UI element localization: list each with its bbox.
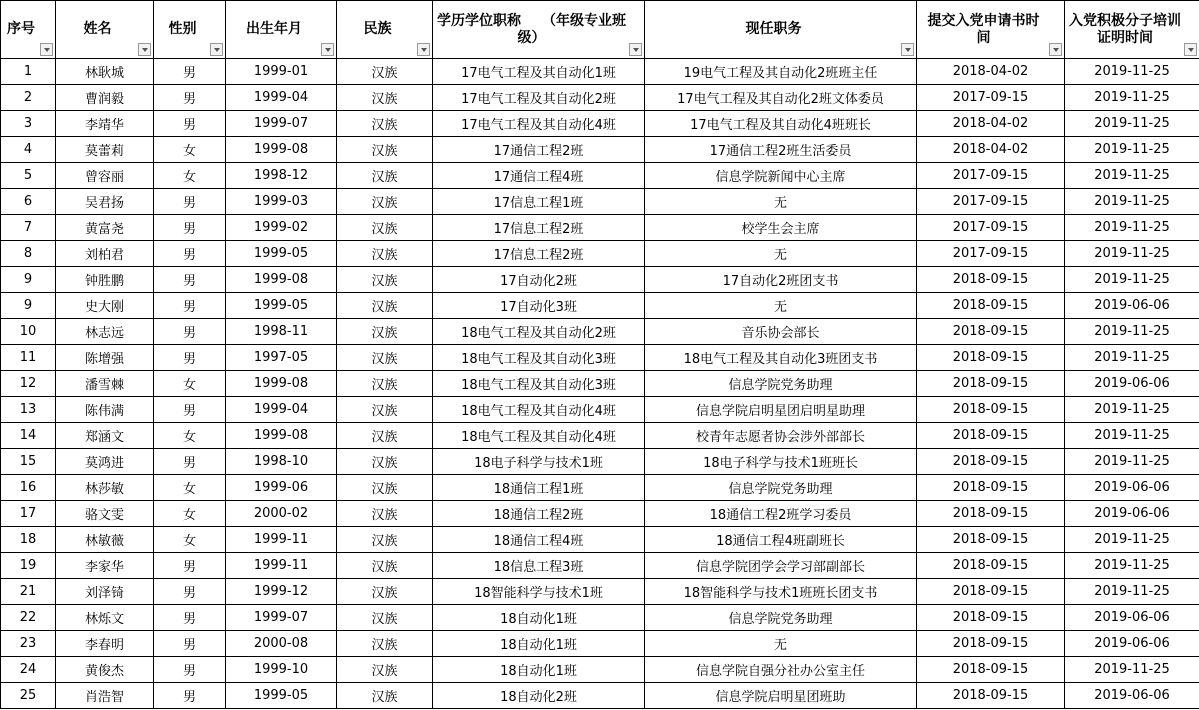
col-training-date-cell[interactable]: 2019-11-25 bbox=[1065, 241, 1199, 267]
col-application-date-cell[interactable]: 2018-09-15 bbox=[917, 657, 1065, 683]
col-index-cell[interactable]: 4 bbox=[1, 137, 56, 163]
table-row bbox=[1, 267, 1199, 293]
col-application-date-cell[interactable]: 2017-09-15 bbox=[917, 215, 1065, 241]
col-training-date-cell[interactable]: 2019-11-25 bbox=[1065, 111, 1199, 137]
col-birth-cell[interactable]: 1999-08 bbox=[226, 267, 337, 293]
col-class-cell[interactable]: 17通信工程4班 bbox=[433, 163, 645, 189]
col-name-cell[interactable]: 骆文雯 bbox=[56, 501, 154, 527]
col-position-cell[interactable]: 无 bbox=[645, 293, 917, 319]
col-ethnicity-cell[interactable]: 汉族 bbox=[337, 59, 433, 85]
col-ethnicity-cell[interactable]: 汉族 bbox=[337, 345, 433, 371]
col-class-cell[interactable]: 18信息工程3班 bbox=[433, 553, 645, 579]
col-name-cell[interactable]: 郑涵文 bbox=[56, 423, 154, 449]
col-ethnicity-cell[interactable]: 汉族 bbox=[337, 423, 433, 449]
col-ethnicity-cell[interactable]: 汉族 bbox=[337, 189, 433, 215]
table-row bbox=[1, 111, 1199, 137]
col-birth-cell[interactable]: 2000-02 bbox=[226, 501, 337, 527]
col-gender-cell[interactable]: 男 bbox=[154, 605, 226, 631]
filter-dropdown-icon[interactable] bbox=[901, 43, 914, 56]
col-application-date-cell[interactable]: 2018-09-15 bbox=[917, 293, 1065, 319]
table-row bbox=[1, 475, 1199, 501]
table-row bbox=[1, 605, 1199, 631]
table-row bbox=[1, 137, 1199, 163]
col-name-cell[interactable]: 林耿城 bbox=[56, 59, 154, 85]
col-ethnicity-cell[interactable]: 汉族 bbox=[337, 163, 433, 189]
col-ethnicity-cell[interactable]: 汉族 bbox=[337, 501, 433, 527]
col-index-cell[interactable]: 25 bbox=[1, 683, 56, 709]
col-birth-cell[interactable]: 1999-04 bbox=[226, 397, 337, 423]
col-class-cell[interactable]: 17信息工程2班 bbox=[433, 241, 645, 267]
col-name-cell[interactable]: 刘泽锜 bbox=[56, 579, 154, 605]
col-application-date-cell[interactable]: 2018-09-15 bbox=[917, 527, 1065, 553]
col-application-date-cell[interactable]: 2018-09-15 bbox=[917, 605, 1065, 631]
col-ethnicity-cell[interactable]: 汉族 bbox=[337, 371, 433, 397]
col-name-cell[interactable]: 林烁文 bbox=[56, 605, 154, 631]
col-class-cell[interactable]: 18通信工程1班 bbox=[433, 475, 645, 501]
col-gender-cell[interactable]: 男 bbox=[154, 657, 226, 683]
col-birth-cell[interactable]: 1999-07 bbox=[226, 111, 337, 137]
col-birth-cell[interactable]: 2000-08 bbox=[226, 631, 337, 657]
table-row bbox=[1, 163, 1199, 189]
col-position-cell[interactable]: 信息学院新闻中心主席 bbox=[645, 163, 917, 189]
header-col-ethnicity bbox=[337, 1, 433, 59]
table-row bbox=[1, 319, 1199, 345]
col-index-cell[interactable]: 19 bbox=[1, 553, 56, 579]
col-name-cell[interactable]: 李春明 bbox=[56, 631, 154, 657]
col-birth-cell[interactable]: 1999-05 bbox=[226, 683, 337, 709]
col-name-cell[interactable]: 肖浩智 bbox=[56, 683, 154, 709]
col-class-cell[interactable]: 17通信工程2班 bbox=[433, 137, 645, 163]
col-name-cell[interactable]: 曹润毅 bbox=[56, 85, 154, 111]
filter-dropdown-icon[interactable] bbox=[629, 43, 642, 56]
col-name-cell[interactable]: 史大刚 bbox=[56, 293, 154, 319]
col-name-cell[interactable]: 曾容丽 bbox=[56, 163, 154, 189]
col-gender-cell[interactable]: 男 bbox=[154, 631, 226, 657]
table-row bbox=[1, 683, 1199, 709]
header-label: 性别 bbox=[168, 21, 197, 37]
col-index-cell[interactable]: 3 bbox=[1, 111, 56, 137]
col-index-cell[interactable]: 13 bbox=[1, 397, 56, 423]
header-label: 民族 bbox=[363, 21, 392, 37]
col-training-date-cell[interactable]: 2019-06-06 bbox=[1065, 475, 1199, 501]
header-col-name bbox=[56, 1, 154, 59]
col-ethnicity-cell[interactable]: 汉族 bbox=[337, 657, 433, 683]
col-birth-cell[interactable]: 1999-08 bbox=[226, 137, 337, 163]
col-application-date-cell[interactable]: 2018-09-15 bbox=[917, 501, 1065, 527]
col-index-cell[interactable]: 1 bbox=[1, 59, 56, 85]
col-training-date-cell[interactable]: 2019-11-25 bbox=[1065, 423, 1199, 449]
col-position-cell[interactable]: 18通信工程4班副班长 bbox=[645, 527, 917, 553]
col-birth-cell[interactable]: 1998-10 bbox=[226, 449, 337, 475]
col-class-cell[interactable]: 17电气工程及其自动化2班 bbox=[433, 85, 645, 111]
col-name-cell[interactable]: 林志远 bbox=[56, 319, 154, 345]
col-position-cell[interactable]: 信息学院启明星团班助 bbox=[645, 683, 917, 709]
col-gender-cell[interactable]: 男 bbox=[154, 111, 226, 137]
col-training-date-cell[interactable]: 2019-11-25 bbox=[1065, 163, 1199, 189]
header-label: 姓名 bbox=[83, 21, 112, 37]
header-row bbox=[1, 1, 1199, 59]
col-name-cell[interactable]: 李靖华 bbox=[56, 111, 154, 137]
col-position-cell[interactable]: 校学生会主席 bbox=[645, 215, 917, 241]
col-gender-cell[interactable]: 男 bbox=[154, 267, 226, 293]
col-index-cell[interactable]: 9 bbox=[1, 293, 56, 319]
col-gender-cell[interactable]: 男 bbox=[154, 345, 226, 371]
col-ethnicity-cell[interactable]: 汉族 bbox=[337, 241, 433, 267]
col-gender-cell[interactable]: 女 bbox=[154, 137, 226, 163]
col-ethnicity-cell[interactable]: 汉族 bbox=[337, 579, 433, 605]
header-label: 现任职务 bbox=[745, 21, 802, 37]
col-gender-cell[interactable]: 男 bbox=[154, 579, 226, 605]
col-position-cell[interactable]: 信息学院启明星团启明星助理 bbox=[645, 397, 917, 423]
col-name-cell[interactable]: 陈增强 bbox=[56, 345, 154, 371]
col-position-cell[interactable]: 音乐协会部长 bbox=[645, 319, 917, 345]
col-application-date-cell[interactable]: 2018-09-15 bbox=[917, 449, 1065, 475]
col-birth-cell[interactable]: 1999-05 bbox=[226, 293, 337, 319]
table-row bbox=[1, 423, 1199, 449]
col-application-date-cell[interactable]: 2017-09-15 bbox=[917, 163, 1065, 189]
col-index-cell[interactable]: 10 bbox=[1, 319, 56, 345]
col-application-date-cell[interactable]: 2018-09-15 bbox=[917, 371, 1065, 397]
filter-dropdown-icon[interactable] bbox=[1184, 43, 1197, 56]
col-position-cell[interactable]: 信息学院党务助理 bbox=[645, 371, 917, 397]
col-gender-cell[interactable]: 男 bbox=[154, 215, 226, 241]
col-training-date-cell[interactable]: 2019-06-06 bbox=[1065, 371, 1199, 397]
col-birth-cell[interactable]: 1999-01 bbox=[226, 59, 337, 85]
col-index-cell[interactable]: 23 bbox=[1, 631, 56, 657]
col-application-date-cell[interactable]: 2018-09-15 bbox=[917, 345, 1065, 371]
col-training-date-cell[interactable]: 2019-06-06 bbox=[1065, 683, 1199, 709]
col-gender-cell[interactable]: 男 bbox=[154, 293, 226, 319]
col-training-date-cell[interactable]: 2019-11-25 bbox=[1065, 85, 1199, 111]
table-row bbox=[1, 631, 1199, 657]
table-row bbox=[1, 189, 1199, 215]
col-training-date-cell[interactable]: 2019-11-25 bbox=[1065, 59, 1199, 85]
col-name-cell[interactable]: 林莎敏 bbox=[56, 475, 154, 501]
col-position-cell[interactable]: 无 bbox=[645, 241, 917, 267]
col-birth-cell[interactable]: 1999-03 bbox=[226, 189, 337, 215]
col-ethnicity-cell[interactable]: 汉族 bbox=[337, 215, 433, 241]
col-application-date-cell[interactable]: 2018-09-15 bbox=[917, 683, 1065, 709]
col-birth-cell[interactable]: 1999-06 bbox=[226, 475, 337, 501]
col-index-cell[interactable]: 11 bbox=[1, 345, 56, 371]
header-col-position bbox=[645, 1, 917, 59]
col-gender-cell[interactable]: 女 bbox=[154, 501, 226, 527]
col-position-cell[interactable]: 无 bbox=[645, 631, 917, 657]
col-position-cell[interactable]: 17通信工程2班生活委员 bbox=[645, 137, 917, 163]
col-birth-cell[interactable]: 1999-02 bbox=[226, 215, 337, 241]
col-class-cell[interactable]: 18电气工程及其自动化3班 bbox=[433, 345, 645, 371]
col-application-date-cell[interactable]: 2018-09-15 bbox=[917, 631, 1065, 657]
col-ethnicity-cell[interactable]: 汉族 bbox=[337, 111, 433, 137]
col-training-date-cell[interactable]: 2019-11-25 bbox=[1065, 345, 1199, 371]
col-position-cell[interactable]: 18智能科学与技术1班班长团支书 bbox=[645, 579, 917, 605]
col-application-date-cell[interactable]: 2018-09-15 bbox=[917, 423, 1065, 449]
header-col-application-date bbox=[917, 1, 1065, 59]
col-index-cell[interactable]: 9 bbox=[1, 267, 56, 293]
col-position-cell[interactable]: 17电气工程及其自动化2班文体委员 bbox=[645, 85, 917, 111]
col-birth-cell[interactable]: 1999-08 bbox=[226, 371, 337, 397]
table-row bbox=[1, 501, 1199, 527]
col-class-cell[interactable]: 18电气工程及其自动化4班 bbox=[433, 423, 645, 449]
col-ethnicity-cell[interactable]: 汉族 bbox=[337, 267, 433, 293]
col-index-cell[interactable]: 21 bbox=[1, 579, 56, 605]
col-index-cell[interactable]: 22 bbox=[1, 605, 56, 631]
col-training-date-cell[interactable]: 2019-11-25 bbox=[1065, 527, 1199, 553]
filter-dropdown-icon[interactable] bbox=[417, 43, 430, 56]
col-class-cell[interactable]: 18自动化1班 bbox=[433, 631, 645, 657]
col-class-cell[interactable]: 18电气工程及其自动化2班 bbox=[433, 319, 645, 345]
col-birth-cell[interactable]: 1999-08 bbox=[226, 423, 337, 449]
table-row bbox=[1, 59, 1199, 85]
col-birth-cell[interactable]: 1999-07 bbox=[226, 605, 337, 631]
col-application-date-cell[interactable]: 2018-09-15 bbox=[917, 475, 1065, 501]
table-row bbox=[1, 449, 1199, 475]
col-position-cell[interactable]: 18电气工程及其自动化3班团支书 bbox=[645, 345, 917, 371]
filter-dropdown-icon[interactable] bbox=[321, 43, 334, 56]
col-index-cell[interactable]: 24 bbox=[1, 657, 56, 683]
col-index-cell[interactable]: 12 bbox=[1, 371, 56, 397]
col-training-date-cell[interactable]: 2019-11-25 bbox=[1065, 449, 1199, 475]
col-ethnicity-cell[interactable]: 汉族 bbox=[337, 293, 433, 319]
col-birth-cell[interactable]: 1997-05 bbox=[226, 345, 337, 371]
col-gender-cell[interactable]: 女 bbox=[154, 163, 226, 189]
col-application-date-cell[interactable]: 2017-09-15 bbox=[917, 85, 1065, 111]
col-name-cell[interactable]: 莫蕾莉 bbox=[56, 137, 154, 163]
table-row bbox=[1, 215, 1199, 241]
col-position-cell[interactable]: 19电气工程及其自动化2班班主任 bbox=[645, 59, 917, 85]
col-birth-cell[interactable]: 1999-10 bbox=[226, 657, 337, 683]
col-training-date-cell[interactable]: 2019-06-06 bbox=[1065, 501, 1199, 527]
col-application-date-cell[interactable]: 2018-04-02 bbox=[917, 111, 1065, 137]
col-application-date-cell[interactable]: 2017-09-15 bbox=[917, 189, 1065, 215]
table-row bbox=[1, 241, 1199, 267]
col-gender-cell[interactable]: 男 bbox=[154, 59, 226, 85]
col-index-cell[interactable]: 18 bbox=[1, 527, 56, 553]
col-training-date-cell[interactable]: 2019-11-25 bbox=[1065, 319, 1199, 345]
col-application-date-cell[interactable]: 2018-09-15 bbox=[917, 553, 1065, 579]
col-application-date-cell[interactable]: 2018-09-15 bbox=[917, 579, 1065, 605]
col-training-date-cell[interactable]: 2019-06-06 bbox=[1065, 605, 1199, 631]
filter-dropdown-icon[interactable] bbox=[1049, 43, 1062, 56]
col-index-cell[interactable]: 16 bbox=[1, 475, 56, 501]
col-position-cell[interactable]: 17自动化2班团支书 bbox=[645, 267, 917, 293]
col-ethnicity-cell[interactable]: 汉族 bbox=[337, 631, 433, 657]
col-birth-cell[interactable]: 1999-04 bbox=[226, 85, 337, 111]
col-ethnicity-cell[interactable]: 汉族 bbox=[337, 683, 433, 709]
col-position-cell[interactable]: 信息学院团学会学习部副部长 bbox=[645, 553, 917, 579]
col-name-cell[interactable]: 吴君扬 bbox=[56, 189, 154, 215]
col-index-cell[interactable]: 14 bbox=[1, 423, 56, 449]
col-gender-cell[interactable]: 男 bbox=[154, 449, 226, 475]
col-application-date-cell[interactable]: 2018-04-02 bbox=[917, 59, 1065, 85]
col-gender-cell[interactable]: 女 bbox=[154, 527, 226, 553]
col-position-cell[interactable]: 信息学院自强分社办公室主任 bbox=[645, 657, 917, 683]
col-birth-cell[interactable]: 1999-05 bbox=[226, 241, 337, 267]
col-index-cell[interactable]: 8 bbox=[1, 241, 56, 267]
header-col-index bbox=[1, 1, 56, 59]
col-name-cell[interactable]: 潘雪棘 bbox=[56, 371, 154, 397]
col-training-date-cell[interactable]: 2019-11-25 bbox=[1065, 553, 1199, 579]
col-ethnicity-cell[interactable]: 汉族 bbox=[337, 319, 433, 345]
col-position-cell[interactable]: 信息学院党务助理 bbox=[645, 605, 917, 631]
col-birth-cell[interactable]: 1999-12 bbox=[226, 579, 337, 605]
col-class-cell[interactable]: 17信息工程2班 bbox=[433, 215, 645, 241]
col-class-cell[interactable]: 18电气工程及其自动化4班 bbox=[433, 397, 645, 423]
col-application-date-cell[interactable]: 2017-09-15 bbox=[917, 241, 1065, 267]
header-col-training-date bbox=[1065, 1, 1199, 59]
col-training-date-cell[interactable]: 2019-11-25 bbox=[1065, 137, 1199, 163]
col-ethnicity-cell[interactable]: 汉族 bbox=[337, 85, 433, 111]
col-position-cell[interactable]: 信息学院党务助理 bbox=[645, 475, 917, 501]
col-class-cell[interactable]: 18电气工程及其自动化3班 bbox=[433, 371, 645, 397]
col-ethnicity-cell[interactable]: 汉族 bbox=[337, 475, 433, 501]
col-class-cell[interactable]: 17自动化3班 bbox=[433, 293, 645, 319]
col-position-cell[interactable]: 17电气工程及其自动化4班班长 bbox=[645, 111, 917, 137]
header-label: 学历学位职称 （年级专业班级） bbox=[437, 12, 626, 46]
header-label: 入党积极分子培训证明时间 bbox=[1069, 12, 1181, 46]
col-training-date-cell[interactable]: 2019-11-25 bbox=[1065, 267, 1199, 293]
col-ethnicity-cell[interactable]: 汉族 bbox=[337, 527, 433, 553]
col-gender-cell[interactable]: 男 bbox=[154, 241, 226, 267]
col-name-cell[interactable]: 陈伟满 bbox=[56, 397, 154, 423]
col-training-date-cell[interactable]: 2019-11-25 bbox=[1065, 657, 1199, 683]
table-row bbox=[1, 371, 1199, 397]
header-col-birth bbox=[226, 1, 337, 59]
filter-dropdown-icon[interactable] bbox=[210, 43, 223, 56]
col-gender-cell[interactable]: 女 bbox=[154, 423, 226, 449]
col-ethnicity-cell[interactable]: 汉族 bbox=[337, 553, 433, 579]
table-row bbox=[1, 527, 1199, 553]
col-birth-cell[interactable]: 1998-11 bbox=[226, 319, 337, 345]
col-gender-cell[interactable]: 男 bbox=[154, 553, 226, 579]
col-ethnicity-cell[interactable]: 汉族 bbox=[337, 137, 433, 163]
col-training-date-cell[interactable]: 2019-11-25 bbox=[1065, 189, 1199, 215]
col-class-cell[interactable]: 18自动化1班 bbox=[433, 657, 645, 683]
col-birth-cell[interactable]: 1998-12 bbox=[226, 163, 337, 189]
col-training-date-cell[interactable]: 2019-11-25 bbox=[1065, 579, 1199, 605]
col-class-cell[interactable]: 18通信工程2班 bbox=[433, 501, 645, 527]
col-application-date-cell[interactable]: 2018-09-15 bbox=[917, 267, 1065, 293]
header-col-gender bbox=[154, 1, 226, 59]
col-training-date-cell[interactable]: 2019-11-25 bbox=[1065, 215, 1199, 241]
header-label: 序号 bbox=[7, 21, 35, 37]
col-application-date-cell[interactable]: 2018-09-15 bbox=[917, 319, 1065, 345]
table-row bbox=[1, 579, 1199, 605]
col-application-date-cell[interactable]: 2018-09-15 bbox=[917, 397, 1065, 423]
col-class-cell[interactable]: 17信息工程1班 bbox=[433, 189, 645, 215]
col-training-date-cell[interactable]: 2019-06-06 bbox=[1065, 293, 1199, 319]
col-index-cell[interactable]: 2 bbox=[1, 85, 56, 111]
col-class-cell[interactable]: 18智能科学与技术1班 bbox=[433, 579, 645, 605]
col-index-cell[interactable]: 6 bbox=[1, 189, 56, 215]
col-gender-cell[interactable]: 女 bbox=[154, 371, 226, 397]
col-gender-cell[interactable]: 男 bbox=[154, 397, 226, 423]
col-ethnicity-cell[interactable]: 汉族 bbox=[337, 449, 433, 475]
col-position-cell[interactable]: 校青年志愿者协会涉外部部长 bbox=[645, 423, 917, 449]
col-gender-cell[interactable]: 男 bbox=[154, 319, 226, 345]
col-name-cell[interactable]: 刘柏君 bbox=[56, 241, 154, 267]
header-label: 出生年月 bbox=[246, 21, 302, 37]
filter-dropdown-icon[interactable] bbox=[40, 43, 53, 56]
col-class-cell[interactable]: 18通信工程4班 bbox=[433, 527, 645, 553]
col-application-date-cell[interactable]: 2018-04-02 bbox=[917, 137, 1065, 163]
col-name-cell[interactable]: 林敏薇 bbox=[56, 527, 154, 553]
table-row bbox=[1, 657, 1199, 683]
table-row bbox=[1, 345, 1199, 371]
col-training-date-cell[interactable]: 2019-11-25 bbox=[1065, 397, 1199, 423]
col-training-date-cell[interactable]: 2019-06-06 bbox=[1065, 631, 1199, 657]
filter-dropdown-icon[interactable] bbox=[138, 43, 151, 56]
table-row bbox=[1, 85, 1199, 111]
col-position-cell[interactable]: 无 bbox=[645, 189, 917, 215]
col-class-cell[interactable]: 17自动化2班 bbox=[433, 267, 645, 293]
col-class-cell[interactable]: 17电气工程及其自动化1班 bbox=[433, 59, 645, 85]
col-name-cell[interactable]: 黄俊杰 bbox=[56, 657, 154, 683]
table-row bbox=[1, 553, 1199, 579]
table-row bbox=[1, 397, 1199, 423]
col-gender-cell[interactable]: 男 bbox=[154, 683, 226, 709]
col-name-cell[interactable]: 李家华 bbox=[56, 553, 154, 579]
col-birth-cell[interactable]: 1999-11 bbox=[226, 527, 337, 553]
col-ethnicity-cell[interactable]: 汉族 bbox=[337, 605, 433, 631]
col-ethnicity-cell[interactable]: 汉族 bbox=[337, 397, 433, 423]
col-class-cell[interactable]: 18自动化2班 bbox=[433, 683, 645, 709]
table-row bbox=[1, 293, 1199, 319]
col-gender-cell[interactable]: 女 bbox=[154, 475, 226, 501]
col-birth-cell[interactable]: 1999-11 bbox=[226, 553, 337, 579]
col-gender-cell[interactable]: 男 bbox=[154, 85, 226, 111]
header-label: 提交入党申请书时间 bbox=[927, 12, 1040, 46]
col-class-cell[interactable]: 18电子科学与技术1班 bbox=[433, 449, 645, 475]
col-name-cell[interactable]: 钟胜鹏 bbox=[56, 267, 154, 293]
col-position-cell[interactable]: 18通信工程2班学习委员 bbox=[645, 501, 917, 527]
col-name-cell[interactable]: 莫鸿进 bbox=[56, 449, 154, 475]
col-class-cell[interactable]: 17电气工程及其自动化4班 bbox=[433, 111, 645, 137]
table-body bbox=[1, 59, 1199, 709]
col-index-cell[interactable]: 7 bbox=[1, 215, 56, 241]
col-index-cell[interactable]: 17 bbox=[1, 501, 56, 527]
header-col-class bbox=[433, 1, 645, 59]
col-index-cell[interactable]: 5 bbox=[1, 163, 56, 189]
col-gender-cell[interactable]: 男 bbox=[154, 189, 226, 215]
col-name-cell[interactable]: 黄富尧 bbox=[56, 215, 154, 241]
col-class-cell[interactable]: 18自动化1班 bbox=[433, 605, 645, 631]
col-index-cell[interactable]: 15 bbox=[1, 449, 56, 475]
col-position-cell[interactable]: 18电子科学与技术1班班长 bbox=[645, 449, 917, 475]
